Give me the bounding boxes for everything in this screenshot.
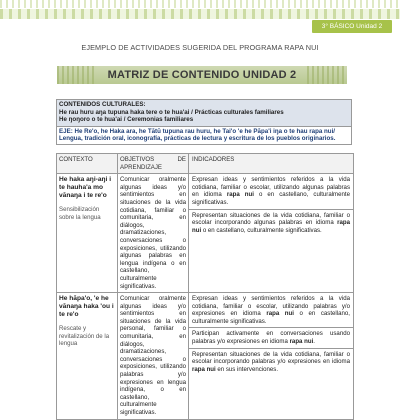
- table-header-row: [57, 154, 353, 173]
- objective-cell: Comunicar oralmente algunas ideas y/o sentimientos en situaciones de la vida personal, familiar o comunitaria, en diálogos, dramatizaciones, conversaciones o exposiciones, utilizando palabras y/o expresiones en lengua indígena, o en castellano, culturalmente significativas.: [118, 293, 189, 419]
- matrix-title: MATRIZ DE CONTENIDO UNIDAD 2: [107, 69, 297, 81]
- context-title: He hāpa'o, 'e he vānaŋa haka 'ou i te re'o: [59, 295, 114, 319]
- program-title: EJEMPLO DE ACTIVIDADES SUGERIDA DEL PROGRAMA RAPA NUI: [81, 43, 319, 52]
- emphasis-rapa-nui: rapa nui: [192, 219, 350, 234]
- emphasis-rapa-nui: rapa nui: [289, 338, 314, 346]
- cultural-contents: [57, 100, 351, 126]
- indicator-item: Representan situaciones de la vida cotidiana, familiar o escolar incorporando algunas palabras en idioma rapa nui o en castellano, culturalmente significativas.: [189, 209, 353, 237]
- emphasis-rapa-nui: rapa nui: [266, 310, 294, 318]
- column-header-indicators: INDICADORES: [192, 156, 235, 163]
- context-subtitle: Rescate y revitalización de la lengua: [59, 325, 110, 348]
- context-cell: [57, 174, 118, 292]
- cultural-line-1: He rau huru aŋa tupuna haka tere o te hua'ai / Prácticas culturales familiares: [59, 108, 284, 116]
- emphasis-rapa-nui: rapa nui: [226, 191, 254, 199]
- unit-tab: 3° BÁSICO Unidad 2: [312, 20, 392, 33]
- objective-cell: Comunicar oralmente algunas ideas y/o sentimientos en situaciones de la vida cotidiana, familiar o comunitaria, en diálogos, dramatizaciones, conversaciones o exposiciones, utilizando algunas palabras en lengua indígena o en castellano, culturalmente significativas.: [118, 174, 189, 292]
- column-header-objectives: OBJETIVOS DE APRENDIZAJE: [118, 154, 189, 173]
- cultural-contents-block: [56, 99, 352, 145]
- indicators-cell: [189, 174, 353, 292]
- decorative-top-border: [0, 0, 400, 34]
- context-title: He haka aŋi-aŋi i te hauha'a mo vānaŋa i te re'o: [59, 176, 112, 200]
- table-row: [57, 173, 353, 292]
- indicator-item: Participan activamente en conversaciones usando palabras y/o expresiones en idioma rapa nui.: [189, 327, 353, 347]
- indicator-item: Expresan ideas y sentimientos referidos a la vida cotidiana, familiar o escolar, utilizando palabras y/o expresiones en idioma rapa nui o en castellano, culturalmente significativas.: [192, 295, 350, 325]
- eje-text: EJE: He Re'o, he Haka ara, he Tātū tupuna rau huru, he Tai'o 'e he Pāpa'i iŋa o te hau rapa nui/ Lengua, tradición oral, iconografía, prácticas de lectura y escritura de los pueblos originarios.: [57, 126, 351, 144]
- matrix-title-bar: [57, 66, 347, 84]
- pattern-band-top: [0, 0, 400, 8]
- context-subtitle: Sensibilización sobre la lengua: [59, 206, 101, 221]
- cultural-heading: CONTENIDOS CULTURALES:: [59, 101, 146, 108]
- emphasis-rapa-nui: rapa nui: [192, 365, 216, 373]
- column-header-context: CONTEXTO: [57, 154, 118, 173]
- content-matrix-table: [56, 153, 354, 420]
- cultural-line-2: He ŋoŋoro o te hua'ai / Ceremonias familiares: [59, 116, 194, 124]
- pattern-band: [0, 9, 400, 19]
- indicator-item: Representan situaciones de la vida cotidiana, familiar o escolar incorporando palabras y/o expresiones en idioma rapa nui en sus intervenciones.: [189, 348, 353, 376]
- indicator-item: Expresan ideas y sentimientos referidos a la vida cotidiana, familiar o escolar, utilizando algunas palabras en idioma rapa nui o en castellano, culturalmente significativas.: [192, 176, 350, 206]
